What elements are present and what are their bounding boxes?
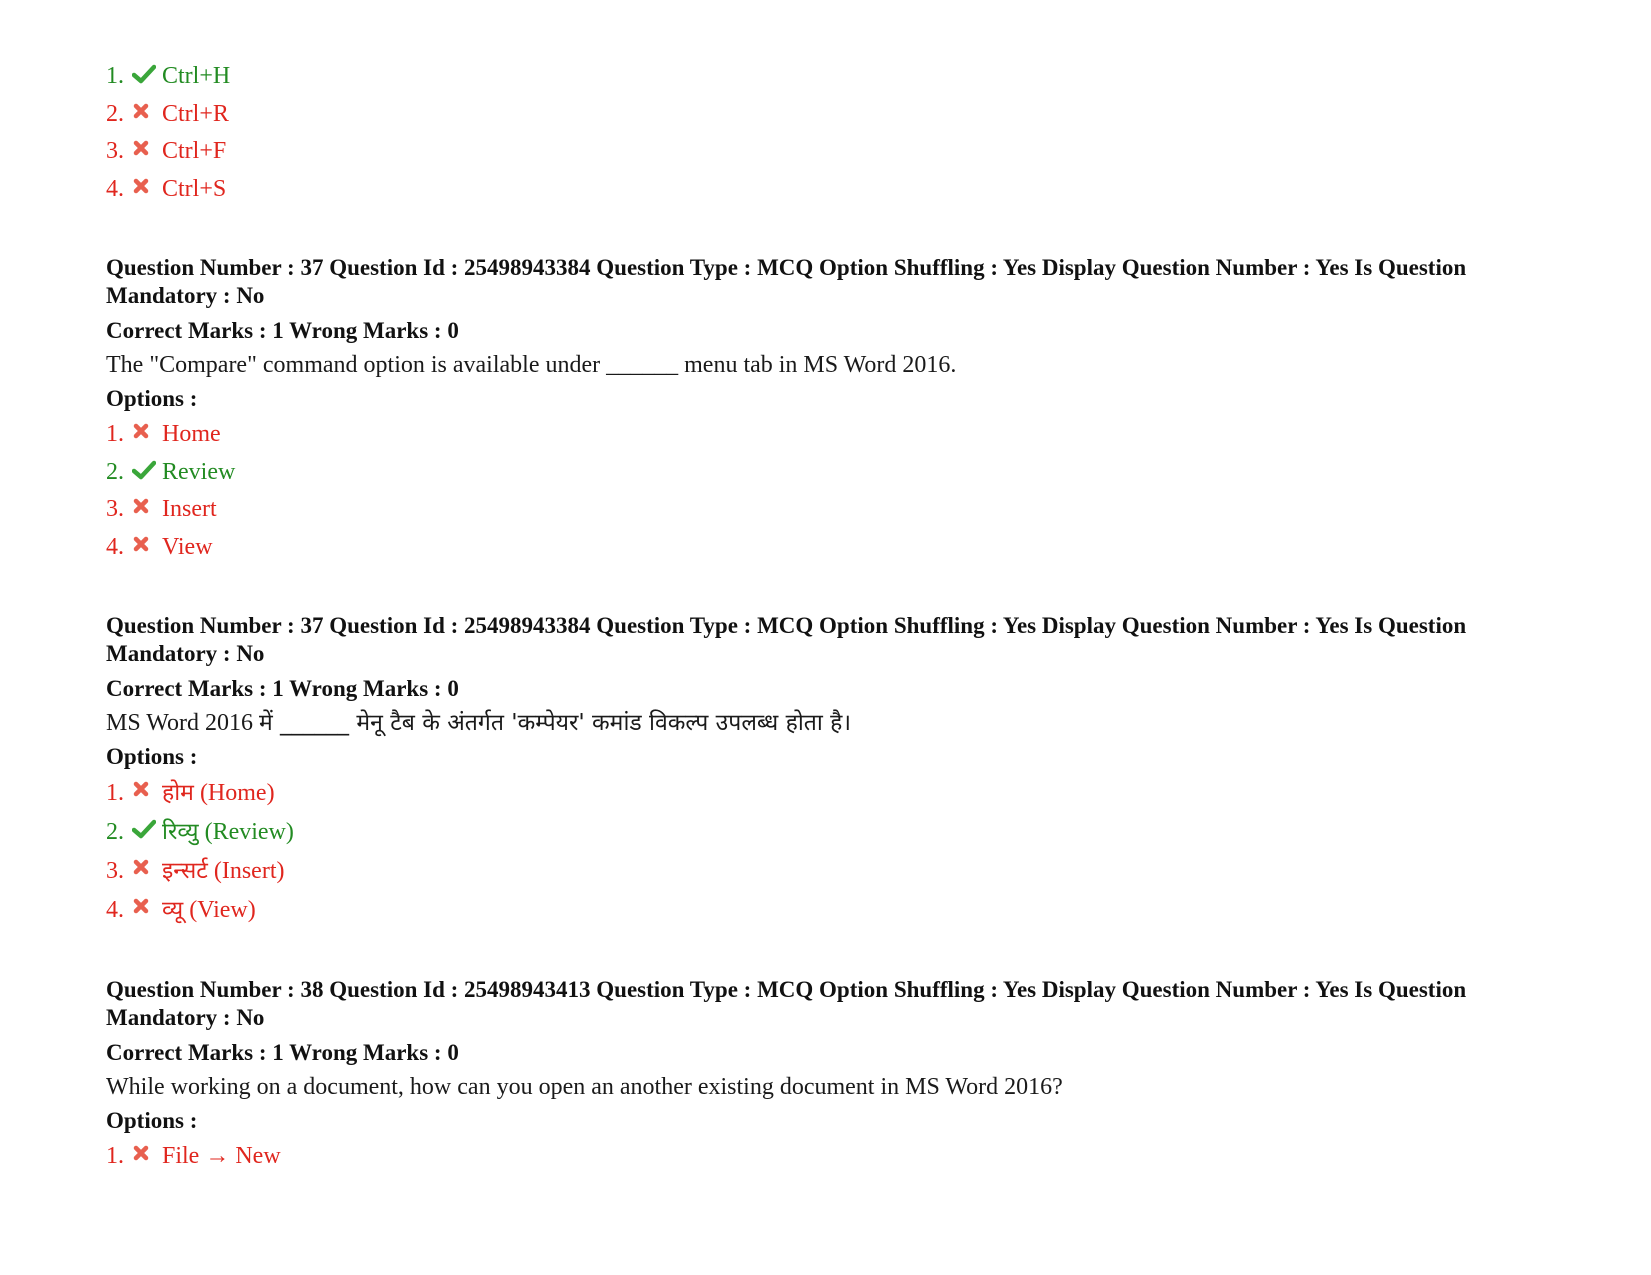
cross-icon xyxy=(132,497,162,517)
option-item xyxy=(106,852,1546,891)
cross-icon xyxy=(132,535,162,555)
option-text: Review xyxy=(162,458,236,485)
option-text: Ctrl+H xyxy=(162,63,231,89)
option-text: File → New xyxy=(162,1143,281,1169)
check-icon xyxy=(132,460,162,480)
option-list xyxy=(106,416,1546,566)
option-number: 2. xyxy=(106,100,124,127)
option-number: 3. xyxy=(106,858,124,884)
option-text: Ctrl+S xyxy=(162,175,227,202)
option-text xyxy=(162,813,294,852)
option-text: Home xyxy=(162,421,221,447)
option-item xyxy=(106,891,1546,930)
question-text-en: While working on a document, how can you open an another existing document in MS Word 2016? xyxy=(106,1074,1063,1100)
question-marks: Correct Marks : 1 Wrong Marks : 0 xyxy=(106,1040,459,1065)
cross-icon xyxy=(132,897,162,917)
option-number: 1. xyxy=(106,780,124,806)
question-meta: Question Number : 37 Question Id : 25498943384 Question Type : MCQ Option Shuffling : Yes Display Question Number : Yes Is Question Mandatory : No xyxy=(106,255,1467,308)
option-number: 4. xyxy=(106,175,124,202)
option-text xyxy=(162,891,256,930)
question-block xyxy=(106,976,1546,1176)
question-text xyxy=(106,1070,1546,1104)
option-number: 1. xyxy=(106,421,124,447)
option-text-en: (Review) xyxy=(204,819,294,845)
cross-icon xyxy=(132,422,162,442)
option-text-en: (Home) xyxy=(199,780,275,806)
question-meta: Question Number : 38 Question Id : 25498943413 Question Type : MCQ Option Shuffling : Yes Display Question Number : Yes Is Question Mandatory : No xyxy=(106,977,1467,1030)
option-number: 1. xyxy=(106,63,124,89)
cross-icon xyxy=(132,1144,162,1164)
option-number: 4. xyxy=(106,897,124,923)
option-text-hi: होम xyxy=(162,780,194,806)
options-label: Options : xyxy=(106,1108,198,1133)
option-item xyxy=(106,171,1546,209)
option-item xyxy=(106,416,1546,454)
cross-icon xyxy=(132,780,162,800)
question-block xyxy=(106,254,1546,566)
option-item xyxy=(106,774,1546,813)
option-item xyxy=(106,454,1546,492)
question-text-hi: में ______ मेनू टैब के अंतर्गत 'कम्पेयर' कमांड विकल्प उपलब्ध होता है। xyxy=(258,710,852,736)
question-meta: Question Number : 37 Question Id : 25498943384 Question Type : MCQ Option Shuffling : Yes Display Question Number : Yes Is Question Mandatory : No xyxy=(106,613,1467,666)
option-item xyxy=(106,1138,1546,1176)
cross-icon xyxy=(132,858,162,878)
question-text-en: The "Compare" command option is available under ______ menu tab in MS Word 2016. xyxy=(106,352,957,378)
cross-icon xyxy=(132,139,162,159)
option-list xyxy=(106,1138,1546,1176)
option-text-hi: इन्सर्ट xyxy=(162,858,208,884)
option-text-hi: रिव्यु xyxy=(162,819,199,845)
option-item xyxy=(106,813,1546,852)
option-item xyxy=(106,58,1546,96)
options-label: Options : xyxy=(106,744,198,769)
option-text: View xyxy=(162,533,213,560)
option-text: Ctrl+R xyxy=(162,100,229,127)
option-text-en: (View) xyxy=(189,897,256,923)
option-number: 1. xyxy=(106,1143,124,1169)
option-list xyxy=(106,774,1546,930)
option-item xyxy=(106,96,1546,134)
option-text: Ctrl+F xyxy=(162,138,227,164)
question-block xyxy=(106,612,1546,930)
option-text-hi: व्यू xyxy=(162,897,184,923)
option-item xyxy=(106,133,1546,171)
option-text xyxy=(162,852,284,891)
option-number: 3. xyxy=(106,496,124,522)
option-text xyxy=(162,774,275,813)
option-number: 3. xyxy=(106,138,124,164)
options-label: Options : xyxy=(106,386,198,411)
question-text-en: MS Word 2016 xyxy=(106,710,259,736)
option-text-en: (Insert) xyxy=(213,858,285,884)
option-text: Insert xyxy=(162,496,217,522)
document-page xyxy=(106,58,1546,1176)
question-text xyxy=(106,348,1546,382)
question-text xyxy=(106,706,1546,740)
check-icon xyxy=(132,64,162,84)
option-number: 2. xyxy=(106,458,124,485)
option-item xyxy=(106,529,1546,567)
top-option-list xyxy=(106,58,1546,208)
question-marks: Correct Marks : 1 Wrong Marks : 0 xyxy=(106,676,459,701)
option-item xyxy=(106,491,1546,529)
check-icon xyxy=(132,819,162,839)
cross-icon xyxy=(132,177,162,197)
question-marks: Correct Marks : 1 Wrong Marks : 0 xyxy=(106,318,459,343)
cross-icon xyxy=(132,102,162,122)
option-number: 4. xyxy=(106,533,124,560)
option-number: 2. xyxy=(106,819,124,845)
